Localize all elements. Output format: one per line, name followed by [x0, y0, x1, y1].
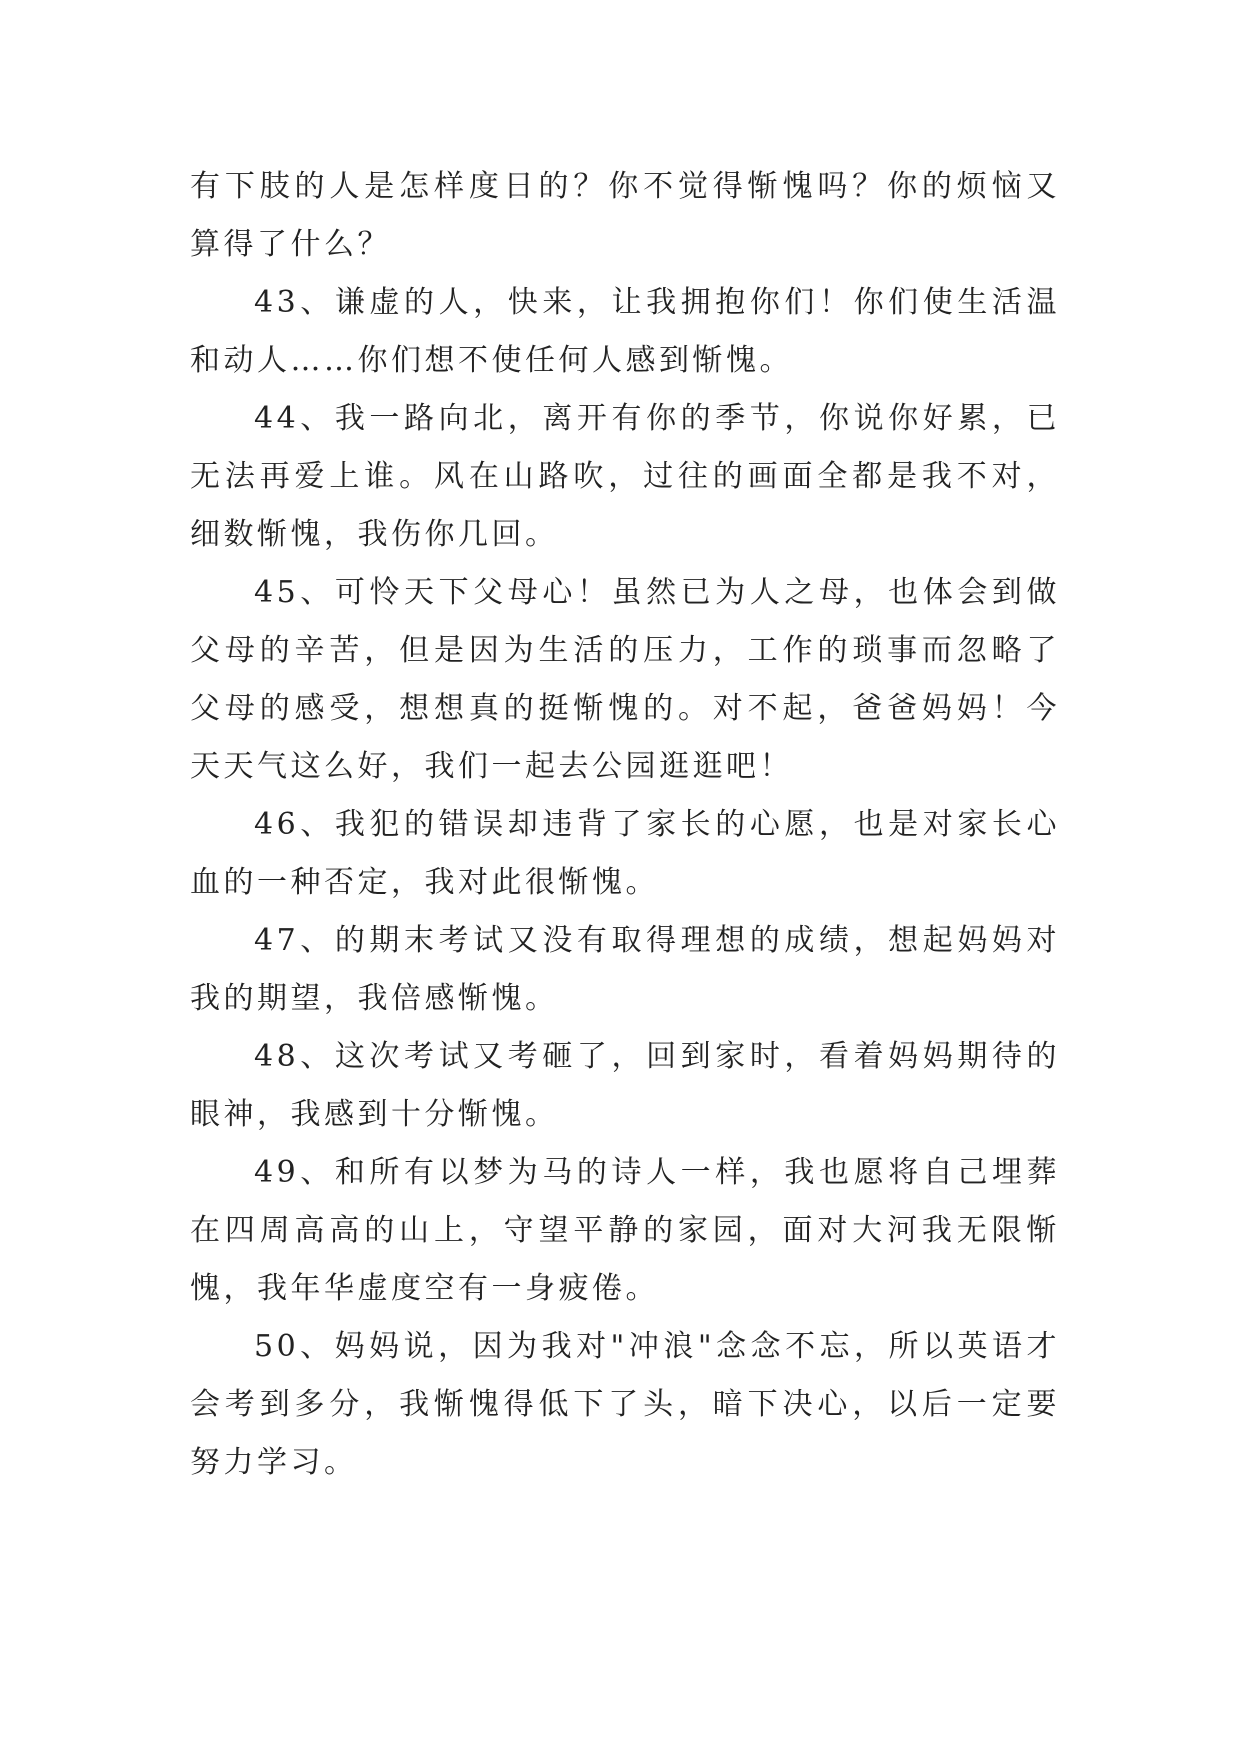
paragraph-49: 49、和所有以梦为马的诗人一样，我也愿将自己埋葬在四周高高的山上，守望平静的家园，面对大河我无限惭愧，我年华虚度空有一身疲倦。 — [190, 1155, 1060, 1306]
paragraph-50: 50、妈妈说，因为我对"冲浪"念念不忘，所以英语才会考到多分，我惭愧得低下了头，暗下决心，以后一定要努力学习。 — [190, 1329, 1060, 1480]
paragraph-46: 46、我犯的错误却违背了家长的心愿，也是对家长心血的一种否定，我对此很惭愧。 — [190, 807, 1060, 900]
paragraph-48: 48、这次考试又考砸了，回到家时，看着妈妈期待的眼神，我感到十分惭愧。 — [190, 1039, 1060, 1132]
document-page — [190, 158, 1060, 1492]
paragraph-45: 45、可怜天下父母心！虽然已为人之母，也体会到做父母的辛苦，但是因为生活的压力，工作的琐事而忽略了父母的感受，想想真的挺惭愧的。对不起，爸爸妈妈！今天天气这么好，我们一起去公园逛逛吧！ — [190, 575, 1060, 784]
paragraph-43: 43、谦虚的人，快来，让我拥抱你们！你们使生活温和动人……你们想不使任何人感到惭愧。 — [190, 285, 1060, 378]
paragraph-47: 47、的期末考试又没有取得理想的成绩，想起妈妈对我的期望，我倍感惭愧。 — [190, 923, 1060, 1016]
paragraph-continued: 有下肢的人是怎样度日的？你不觉得惭愧吗？你的烦恼又算得了什么？ — [190, 169, 1060, 262]
paragraph-44: 44、我一路向北，离开有你的季节，你说你好累，已无法再爱上谁。风在山路吹，过往的画面全都是我不对，细数惭愧，我伤你几回。 — [190, 401, 1060, 552]
